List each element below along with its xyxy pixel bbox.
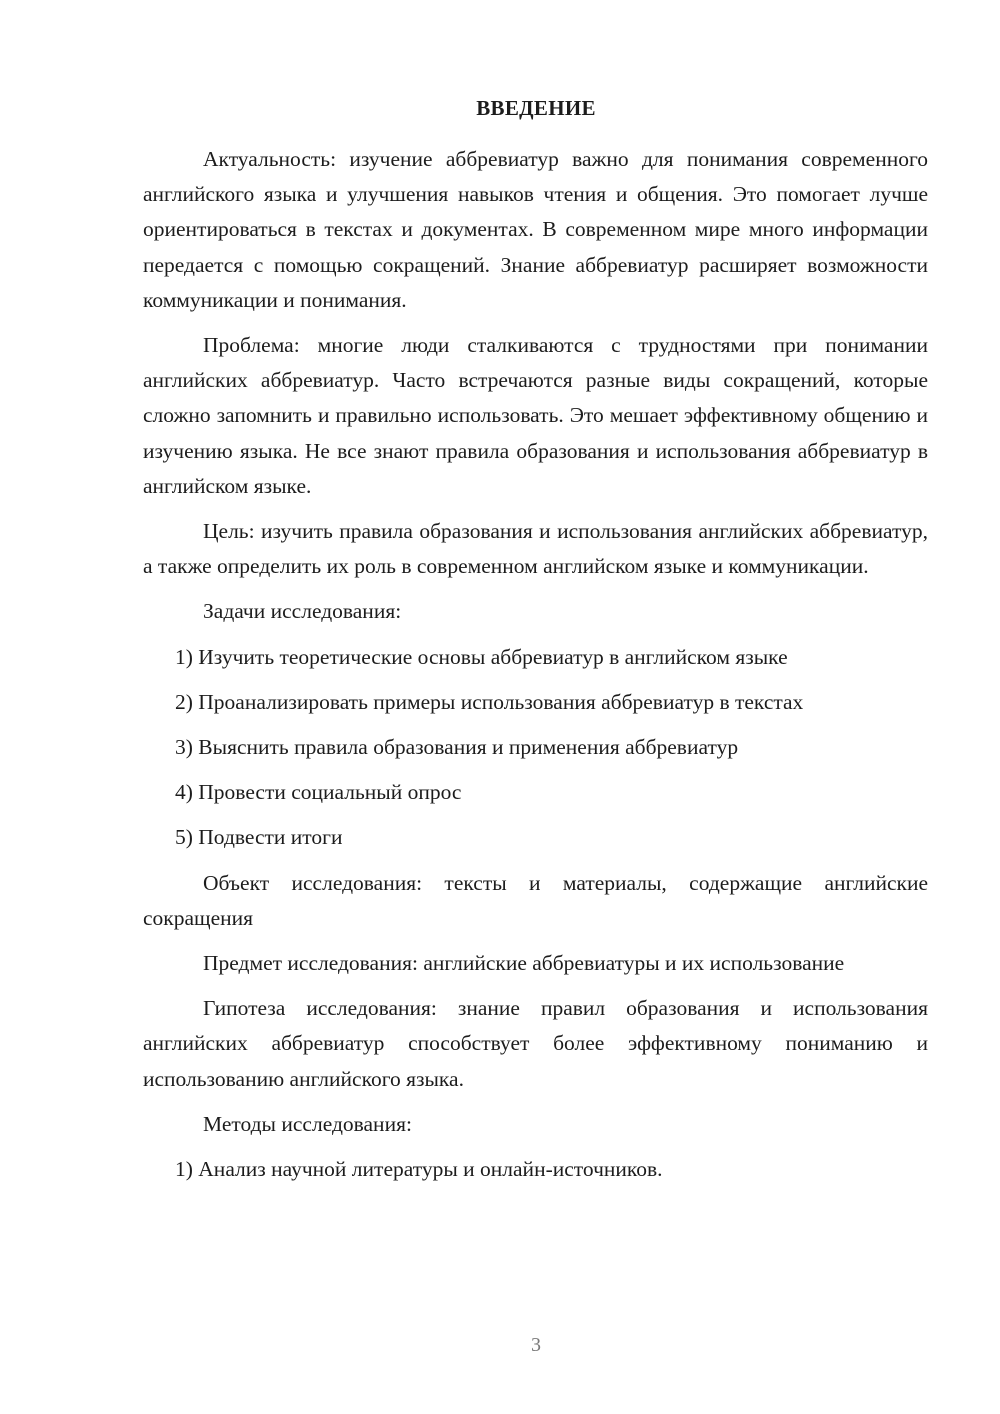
paragraph-subject: Предмет исследования: английские аббревиатуры и их использование [203, 951, 845, 976]
page-title: ВВЕДЕНИЕ [476, 96, 596, 120]
body-text [143, 142, 928, 1187]
paragraph-problem: Проблема: многие люди сталкиваются с трудностями при понимании английских аббревиатур. Часто встречаются разные виды сокращений, которые сложно запомнить и правильно использовать. Это мешает эффективному общению и изучению языка. Не все знают правила образования и использования аббревиатур в английском языке. [143, 333, 928, 498]
methods-heading: Методы исследования: [203, 1111, 412, 1136]
paragraph-goal: Цель: изучить правила образования и использования английских аббревиатур, а также определить их роль в современном английском языке и коммуникации. [143, 519, 928, 579]
task-item-1: 1) Изучить теоретические основы аббревиатур в английском языке [175, 644, 788, 669]
page-number: 3 [531, 1334, 541, 1356]
task-item-2: 2) Проанализировать примеры использования аббревиатур в текстах [175, 689, 804, 714]
paragraph-object: Объект исследования: тексты и материалы, содержащие английские сокращения [143, 870, 928, 930]
method-item-1: 1) Анализ научной литературы и онлайн-источников. [175, 1157, 663, 1182]
paragraph-relevance: Актуальность: изучение аббревиатур важно для понимания современного английского языка и улучшения навыков чтения и общения. Это помогает лучше ориентироваться в текстах и документах. В современном мире много информации передается с помощью сокращений. Знание аббревиатур расширяет возможности коммуникации и понимания. [143, 147, 928, 312]
paragraph-hypothesis: Гипотеза исследования: знание правил образования и использования английских аббревиатур способствует более эффективному пониманию и использованию английского языка. [143, 996, 928, 1091]
task-item-4: 4) Провести социальный опрос [175, 780, 462, 805]
tasks-heading: Задачи исследования: [203, 599, 402, 624]
task-item-3: 3) Выяснить правила образования и применения аббревиатур [175, 735, 739, 760]
task-item-5: 5) Подвести итоги [175, 825, 343, 850]
